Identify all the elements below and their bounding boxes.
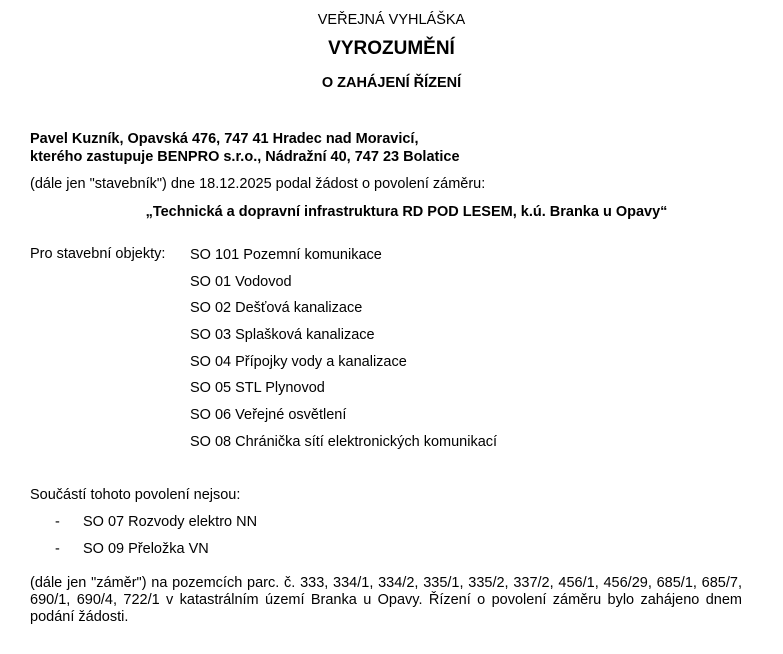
list-item <box>55 513 257 540</box>
intro-text: (dále jen "stavebník") dne 18.12.2025 podal žádost o povolení záměru: <box>30 176 486 192</box>
project-title: „Technická a dopravní infrastruktura RD POD LESEM, k.ú. Branka u Opavy“ <box>145 204 668 220</box>
notice-type: VEŘEJNÁ VYHLÁŠKA <box>317 12 466 28</box>
list-item-text: SO 09 Přeložka VN <box>83 541 209 557</box>
list-item: SO 101 Pozemní komunikace <box>190 247 382 263</box>
list-item: SO 04 Přípojky vody a kanalizace <box>190 353 407 370</box>
list-item <box>55 540 257 567</box>
applicant-line-1: Pavel Kuzník, Opavská 476, 747 41 Hradec nad Moravicí, <box>30 131 419 147</box>
list-item: SO 03 Splašková kanalizace <box>190 327 375 344</box>
applicant-line-2: kterého zastupuje BENPRO s.r.o., Nádražní 40, 747 23 Bolatice <box>30 149 460 165</box>
list-item: SO 06 Veřejné osvětlení <box>190 407 347 424</box>
excluded-label: Součástí tohoto povolení nejsou: <box>30 487 241 503</box>
dash-bullet: - <box>55 514 60 530</box>
list-item-text: SO 07 Rozvody elektro NN <box>83 514 258 530</box>
dash-bullet: - <box>55 541 60 557</box>
list-item: SO 05 STL Plynovod <box>190 380 325 397</box>
applicant-block <box>30 130 460 166</box>
list-item: SO 08 Chránička sítí elektronických komunikací <box>190 433 498 450</box>
list-item: SO 02 Dešťová kanalizace <box>190 300 363 317</box>
page-title: VYROZUMĚNÍ <box>328 38 455 59</box>
objects-label: Pro stavební objekty: <box>30 246 166 262</box>
list-item: SO 01 Vodovod <box>190 273 292 290</box>
final-paragraph: (dále jen "záměr") na pozemcích parc. č. 333, 334/1, 334/2, 335/1, 335/2, 337/2, 456/1, 456/29, 685/1, 685/7, 690/1, 690/4, 722/1 v katastrálním území Branka u Opavy. Řízení o povolení záměru bylo zahájeno dnem podání žádosti. <box>30 575 742 625</box>
excluded-list <box>55 513 257 567</box>
objects-list <box>190 246 497 460</box>
page-subtitle: O ZAHÁJENÍ ŘÍZENÍ <box>321 75 462 91</box>
